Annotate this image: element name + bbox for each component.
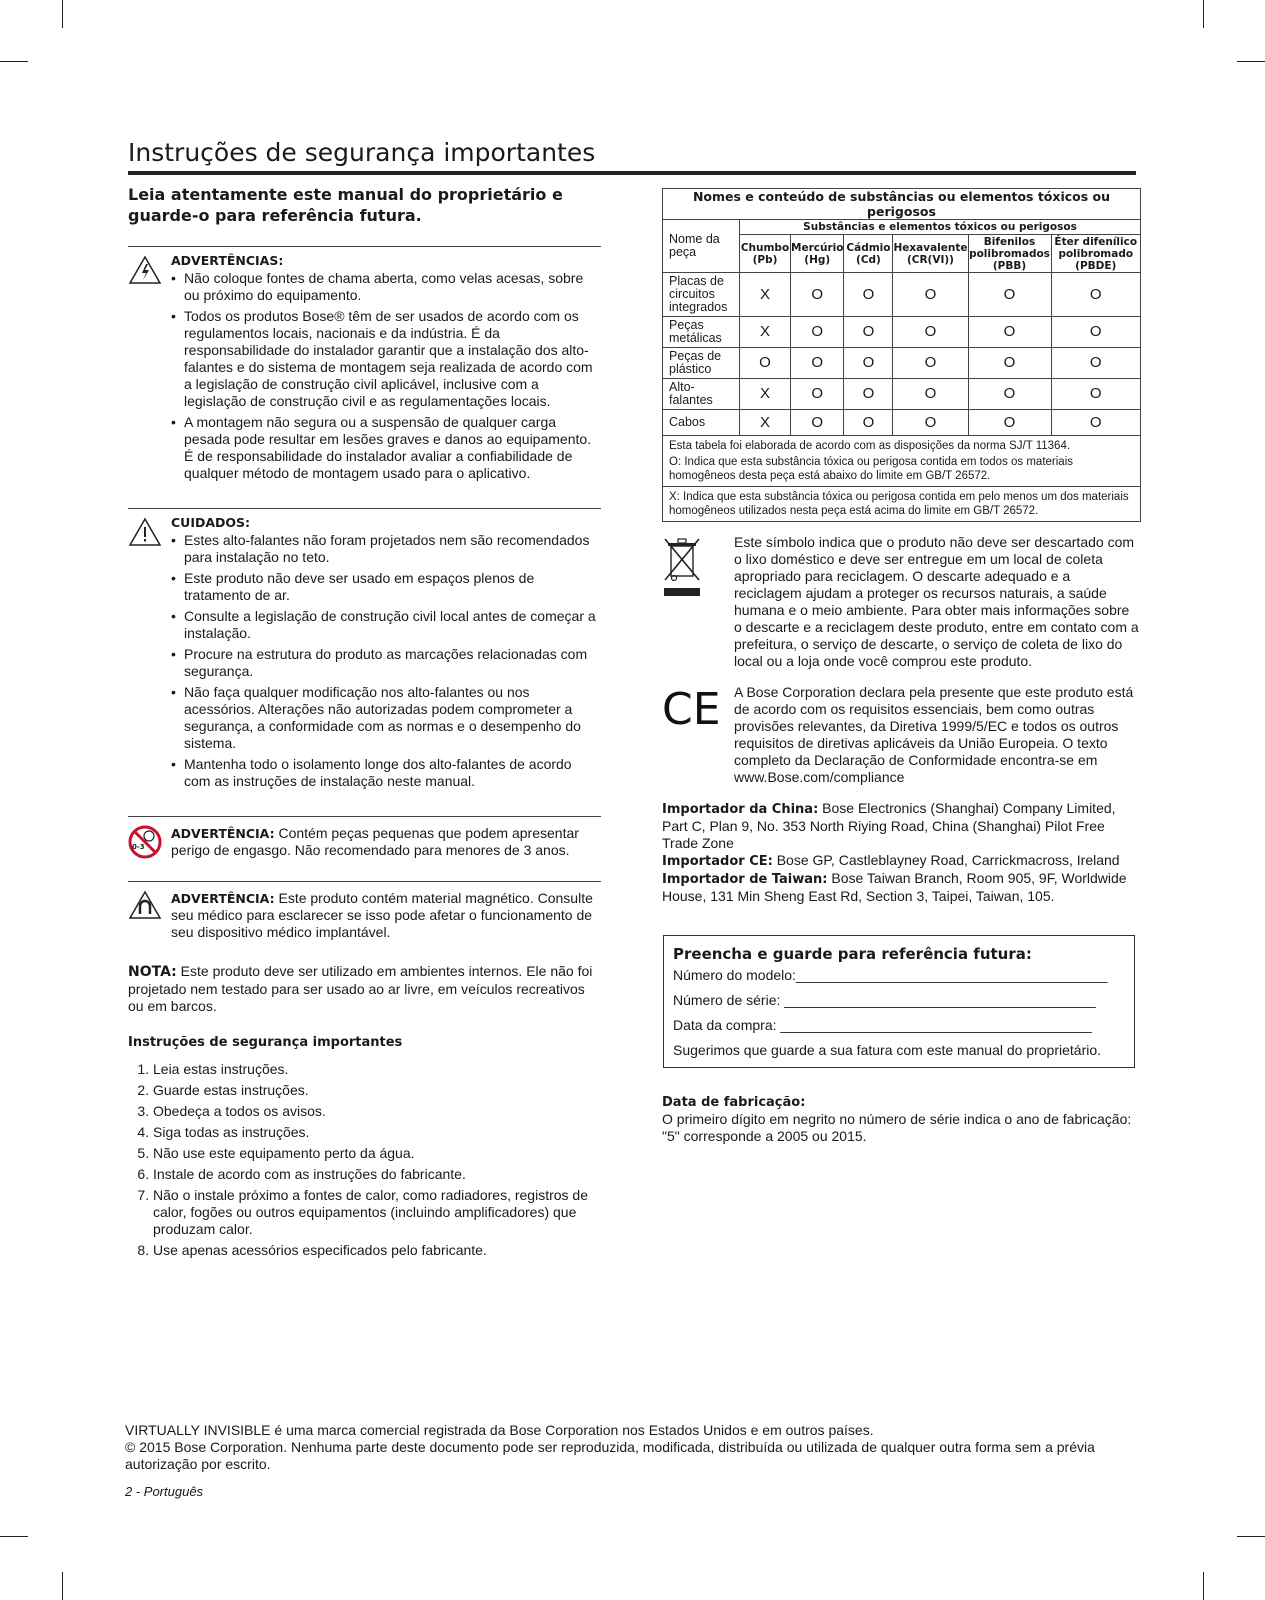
- part-name: Cabos: [663, 410, 740, 436]
- crop-mark: [0, 1536, 28, 1537]
- table-caption: Nomes e conteúdo de substâncias ou elementos tóxicos ou perigosos: [663, 189, 1141, 220]
- table-note: Esta tabela foi elaborada de acordo com as disposições da norma SJ/T 11364.: [669, 440, 1071, 452]
- part-name-header: Nome da peça: [663, 220, 740, 273]
- page-number: 2 - Português: [125, 1484, 204, 1499]
- part-name: Placas de circuitos integrados: [663, 273, 740, 317]
- table-cell: O: [791, 273, 844, 317]
- crop-mark: [1203, 0, 1204, 28]
- table-row: [663, 348, 1141, 379]
- table-note: O: Indica que esta substância tóxica ou perigosa contida em todos os materiais homogêneos desta peça está abaixo do limite em GB/T 26572.: [669, 456, 1074, 482]
- list-item: 6. Instale de acordo com as instruções do fabricante.: [153, 1166, 601, 1183]
- list-item: • Todos os produtos Bose® têm de ser usados de acordo com os regulamentos locais, nacionais e da indústria. É da responsabilidade do instalador garantir que a instalação dos alto-falantes e do sistema de montagem seja realizada de acordo com a legislação de construção civil aplicável, inclusive com a legislação de construção civil e as regulamentações locais.: [171, 308, 601, 410]
- small-parts-choking-icon: [128, 825, 162, 863]
- column-header: Hexavalente (CR(VI)): [893, 235, 968, 273]
- magnet-warning-icon: [128, 890, 162, 924]
- list-item: • Este produto não deve ser usado em espaços plenos de tratamento de ar.: [171, 570, 601, 604]
- table-cell: O: [968, 317, 1051, 348]
- table-subcaption: Substâncias e elementos tóxicos ou perigosos: [740, 220, 1141, 235]
- age-range-label: 0-3: [132, 843, 145, 851]
- list-item: 4. Siga todas as instruções.: [153, 1124, 601, 1141]
- part-name: Peças de plástico: [663, 348, 740, 379]
- electric-shock-warning-icon: [128, 255, 162, 289]
- column-header: Mercúrio (Hg): [791, 235, 844, 273]
- table-cell: O: [844, 317, 893, 348]
- table-row: [663, 317, 1141, 348]
- table-cell: O: [844, 348, 893, 379]
- warnings-block: [128, 246, 601, 494]
- crop-mark: [1237, 1536, 1265, 1537]
- manufacture-date-text: O primeiro dígito em negrito no número de série indica o ano de fabricação: "5" corresponde a 2005 ou 2015.: [662, 1111, 1132, 1144]
- table-cell: O: [968, 348, 1051, 379]
- record-box-tip: Sugerimos que guarde a sua fatura com este manual do proprietário.: [673, 1042, 1102, 1058]
- crop-mark: [62, 1572, 63, 1600]
- table-cell: O: [893, 273, 968, 317]
- rules-list: [128, 1061, 601, 1259]
- rules-heading: Instruções de segurança importantes: [128, 1035, 403, 1050]
- column-header: Cádmio (Cd): [844, 235, 893, 273]
- list-item: • Não coloque fontes de chama aberta, como velas acesas, sobre ou próximo do equipamento.: [171, 270, 601, 304]
- table-cell: O: [1051, 273, 1141, 317]
- cautions-block: [128, 508, 601, 802]
- crop-mark: [1203, 1572, 1204, 1600]
- list-item: 2. Guarde estas instruções.: [153, 1082, 601, 1099]
- table-note: X: Indica que esta substância tóxica ou perigosa contida em pelo menos um dos materiais homogêneos utilizados nesta peça está acima do limite em GB/T 26572.: [663, 487, 1141, 522]
- table-cell: O: [1051, 379, 1141, 410]
- intro-text: Leia atentamente este manual do proprietário e guarde-o para referência futura.: [128, 185, 563, 225]
- table-footnotes: [663, 436, 1141, 487]
- table-cell: O: [893, 410, 968, 436]
- table-cell: O: [844, 273, 893, 317]
- cautions-list: [171, 532, 601, 790]
- list-item: • Não faça qualquer modificação nos alto-falantes ou nos acessórios. Alterações não autorizadas podem comprometer a segurança, a conformidade com as normas e o desempenho do sistema.: [171, 684, 601, 752]
- note-text: NOTA: Este produto deve ser utilizado em ambientes internos. Ele não foi projetado nem testado para ser usado ao ar livre, em veículos recreativos ou em barcos.: [128, 963, 593, 1014]
- table-cell: O: [740, 348, 791, 379]
- list-item: 3. Obedeça a todos os avisos.: [153, 1103, 601, 1120]
- list-item: • A montagem não segura ou a suspensão de qualquer carga pesada pode resultar em lesões graves e danos ao equipamento. É de responsabilidade do instalador avaliar a confiabilidade de qualquer método de montagem usado para o aplicativo.: [171, 414, 601, 482]
- weee-block: [662, 534, 1140, 670]
- crossed-bin-icon: [662, 536, 702, 604]
- importer-entry: Importador de Taiwan: Bose Taiwan Branch, Room 905, 9F, Worldwide House, 131 Min Sheng East Rd, Section 3, Taipei, Taiwan, 105.: [662, 870, 1127, 904]
- table-cell: O: [893, 379, 968, 410]
- title-rule: [128, 171, 1136, 175]
- table-cell: X: [740, 410, 791, 436]
- table-cell: O: [893, 317, 968, 348]
- right-column: [662, 188, 1140, 1145]
- warnings-list: [171, 270, 601, 482]
- list-item: • Procure na estrutura do produto as marcações relacionadas com segurança.: [171, 646, 601, 680]
- record-box: [663, 935, 1135, 1068]
- magnetic-warning-text: ADVERTÊNCIA: Este produto contém material magnético. Consulte seu médico para esclarecer se isso pode afetar o funcionamento de seu dispositivo médico implantável.: [171, 890, 593, 940]
- column-header: Chumbo (Pb): [740, 235, 791, 273]
- ce-mark-icon: [662, 684, 724, 736]
- purchase-date-line: Data da compra: ________________________________________: [673, 1017, 1092, 1033]
- table-cell: X: [740, 317, 791, 348]
- table-cell: O: [791, 410, 844, 436]
- trademark-notice: VIRTUALLY INVISIBLE é uma marca comercial registrada da Bose Corporation nos Estados Unidos e em outros países.: [125, 1422, 874, 1438]
- table-row: [663, 410, 1141, 436]
- part-name: Alto-falantes: [663, 379, 740, 410]
- table-cell: O: [844, 379, 893, 410]
- caution-exclamation-icon: [128, 517, 162, 551]
- left-column: [128, 184, 601, 1263]
- table-cell: O: [791, 317, 844, 348]
- copyright-notice: © 2015 Bose Corporation. Nenhuma parte deste documento pode ser reproduzida, modificada, distribuída ou utilizada de qualquer outra forma sem a prévia autorização por escrito.: [125, 1439, 1095, 1472]
- table-cell: O: [968, 273, 1051, 317]
- choking-warning-text: ADVERTÊNCIA: Contém peças pequenas que podem apresentar perigo de engasgo. Não recomendado para menores de 3 anos.: [171, 825, 579, 858]
- choking-warning-block: [128, 816, 601, 867]
- ce-mark-text: CE: [662, 684, 721, 732]
- ce-block: [662, 684, 1140, 786]
- importers-block: [662, 800, 1140, 905]
- warnings-heading: ADVERTÊNCIAS:: [171, 253, 284, 268]
- serial-number-line: Número de série: ________________________________________: [673, 992, 1096, 1008]
- table-cell: O: [968, 410, 1051, 436]
- list-item: 5. Não use este equipamento perto da água.: [153, 1145, 601, 1162]
- model-number-line: Número do modelo:________________________________________: [673, 967, 1108, 983]
- table-cell: O: [844, 410, 893, 436]
- cautions-heading: CUIDADOS:: [171, 515, 251, 530]
- table-row: [663, 379, 1141, 410]
- table-cell: X: [740, 273, 791, 317]
- list-item: 8. Use apenas acessórios especificados pelo fabricante.: [153, 1242, 601, 1259]
- record-box-heading: Preencha e guarde para referência futura:: [673, 945, 1032, 963]
- crop-mark: [0, 61, 28, 62]
- table-cell: O: [791, 348, 844, 379]
- page-title: Instruções de segurança importantes: [128, 138, 596, 167]
- crop-mark: [62, 0, 63, 28]
- table-row: [663, 273, 1141, 317]
- table-cell: O: [968, 379, 1051, 410]
- list-item: • Consulte a legislação de construção civil local antes de começar a instalação.: [171, 608, 601, 642]
- crop-mark: [1237, 61, 1265, 62]
- part-name: Peças metálicas: [663, 317, 740, 348]
- list-item: • Mantenha todo o isolamento longe dos alto-falantes de acordo com as instruções de instalação neste manual.: [171, 756, 601, 790]
- magnetic-warning-block: [128, 881, 601, 949]
- table-cell: O: [1051, 410, 1141, 436]
- ce-text: A Bose Corporation declara pela presente que este produto está de acordo com os requisitos essenciais, bem como outras provisões relevantes, da Diretiva 1999/5/EC e todos os outros requisitos de diretivas aplicáveis da União Europeia. O texto completo da Declaração de Conformidade encontra-se em www.Bose.com/compliance: [734, 684, 1134, 785]
- column-header: Éter difenílico polibromado (PBDE): [1051, 235, 1141, 273]
- importer-entry: Importador da China: Bose Electronics (Shanghai) Company Limited, Part C, Plan 9, No. 353 North Riying Road, China (Shanghai) Pilot Free Trade Zone: [662, 800, 1116, 851]
- table-cell: O: [791, 379, 844, 410]
- footer: [125, 1422, 1135, 1473]
- table-cell: O: [893, 348, 968, 379]
- table-cell: O: [1051, 317, 1141, 348]
- manufacture-date-heading: Data de fabricação:: [662, 1095, 806, 1110]
- weee-text: Este símbolo indica que o produto não deve ser descartado com o lixo doméstico e deve ser entregue em um local de coleta apropriado para reciclagem. O descarte adequado e a reciclagem ajudam a proteger os recursos naturais, a saúde humana e o meio ambiente. Para obter mais informações sobre o descarte e a reciclagem deste produto, entre em contato com a prefeitura, o serviço de descarte, o serviço de coleta de lixo do local ou a loja onde você comprou este produto.: [734, 534, 1139, 669]
- column-header: Bifenilos polibromados (PBB): [969, 235, 1050, 272]
- list-item: • Estes alto-falantes não foram projetados nem são recomendados para instalação no teto.: [171, 532, 601, 566]
- list-item: 1. Leia estas instruções.: [153, 1061, 601, 1078]
- table-cell: X: [740, 379, 791, 410]
- importer-entry: Importador CE: Bose GP, Castleblayney Road, Carrickmacross, Ireland: [662, 852, 1120, 869]
- list-item: 7. Não o instale próximo a fontes de calor, como radiadores, registros de calor, fogões ou outros equipamentos (incluindo amplificadores) que produzam calor.: [153, 1187, 601, 1238]
- hazardous-substances-table: [662, 188, 1141, 522]
- table-cell: O: [1051, 348, 1141, 379]
- manufacture-date-block: [662, 1094, 1140, 1145]
